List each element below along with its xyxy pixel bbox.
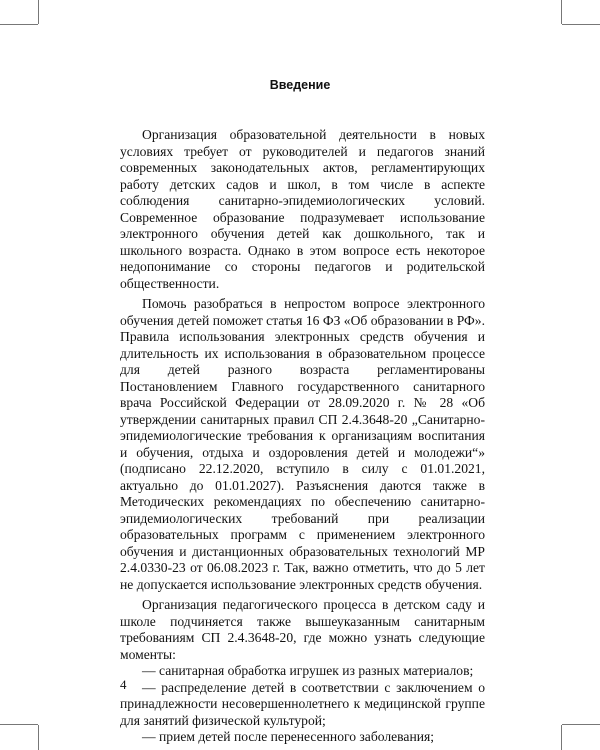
body-text bbox=[120, 127, 485, 746]
crop-mark-bottom-right-v bbox=[561, 725, 562, 750]
paragraph: Организация педагогического процесса в детском саду и школе подчиняется также вышеуказанным санитарным требованиям СП 2.4.3648-20, где можно узнать следующие моменты: bbox=[120, 597, 485, 662]
crop-mark-top-left-h bbox=[0, 24, 38, 25]
list-item: — санитарная обработка игрушек из разных материалов; bbox=[142, 663, 474, 678]
paragraph: Организация образовательной деятельности в новых условиях требует от руководителей и педагогов знаний современных законодательных актов, регламентирующих работу детских садов и школ, в том числе в аспекте соблюдения санитарно-эпидемиологических условий. Современное образование подразумевает использование электронного обучения детей как дошкольного, так и школьного возраста. Однако в этом вопросе есть некоторое недопонимание со стороны педагогов и родительской общественности. bbox=[120, 127, 485, 291]
crop-mark-bottom-right-h bbox=[562, 724, 600, 725]
crop-mark-top-right-v bbox=[561, 0, 562, 24]
crop-mark-top-right-h bbox=[562, 24, 600, 25]
paragraph: Помочь разобраться в непростом вопросе электронного обучения детей поможет статья 16 ФЗ «Об образовании в РФ». Правила использования электронных средств обучения и длительность их использования в образовательном процессе для детей разного возраста регламентированы Постановлением Главного государственного санитарного врача Российской Федерации от 28.09.2020 г. № 28 «Об утверждении санитарных правил СП 2.4.3648-20 „Санитарно-эпидемиологические требования к организациям воспитания и обучения, отдыха и оздоровления детей и молодежи“» (подписано 22.12.2020, вступило в силу с 01.01.2021, актуально до 01.01.2027). Разъяснения даются также в Методических рекомендациях по обеспечению санитарно-эпидемиологических требований при реализации образовательных программ с применением электронного обучения и дистанционных образовательных технологий МР 2.4.0330-23 от 06.08.2023 г. Так, важно отметить, что до 5 лет не допускается использование электронных средств обучения. bbox=[120, 296, 485, 592]
page-number: 4 bbox=[120, 677, 127, 692]
crop-mark-top-left-v bbox=[38, 0, 39, 24]
list-item: — распределение детей в соответствии с заключением о принадлежности несовершеннолетнего к медицинской группе для занятий физической культурой; bbox=[120, 679, 485, 728]
page-heading: Введение bbox=[269, 78, 331, 92]
crop-mark-bottom-left-h bbox=[0, 724, 38, 725]
list-item: — прием детей после перенесенного заболевания; bbox=[142, 729, 435, 744]
crop-mark-bottom-left-v bbox=[38, 725, 39, 750]
